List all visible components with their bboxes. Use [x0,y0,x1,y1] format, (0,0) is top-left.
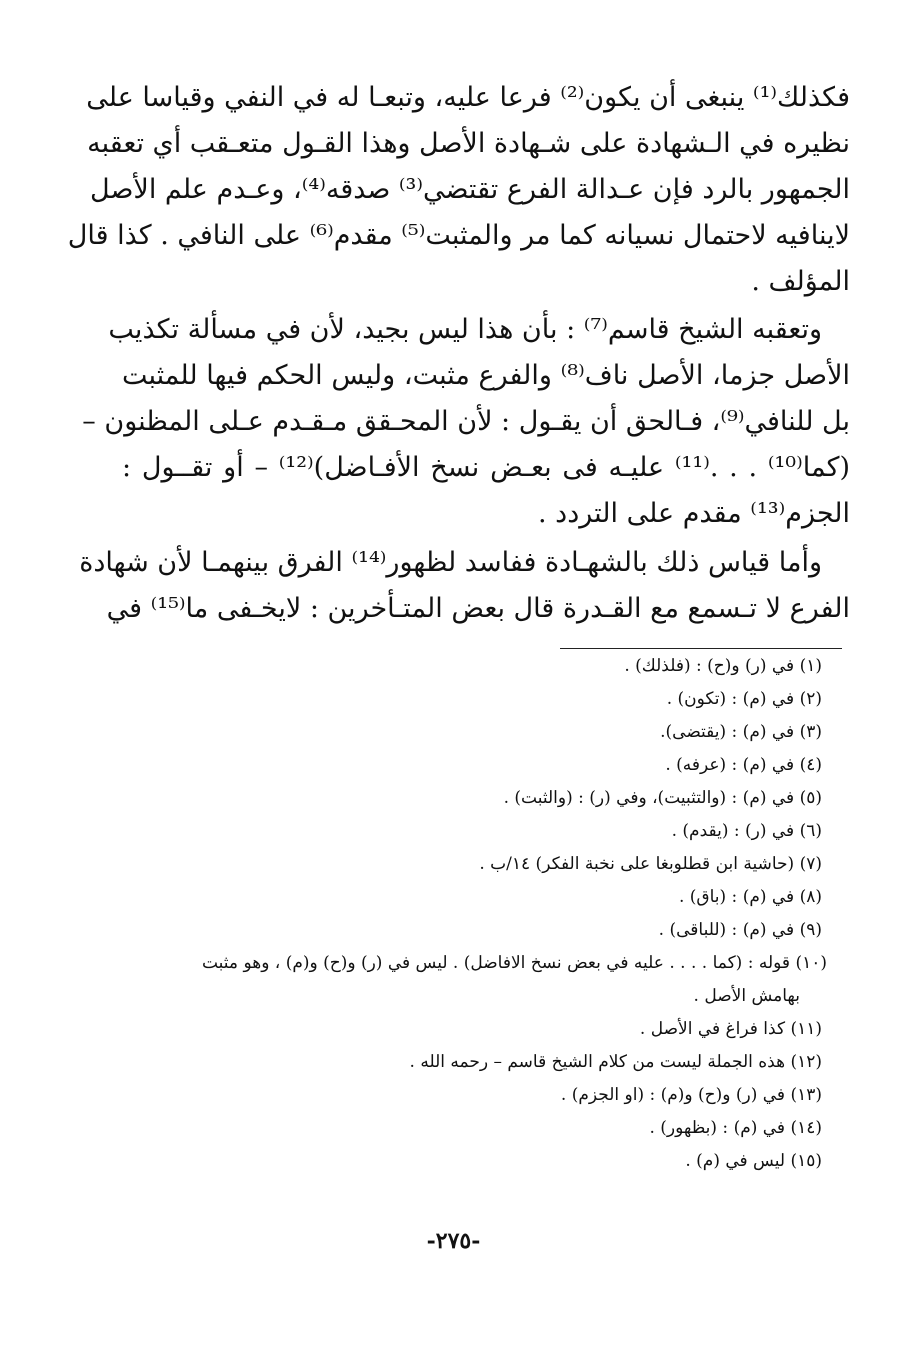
footnote: (١١) كذا فراغ في الأصل . [639,1019,822,1039]
text-line: (كما⁽¹⁰⁾ . . .⁽¹¹⁾ عليـه فى بعـض نسخ الأفـاضل)⁽¹²⁾ – أو تقــول : [122,452,850,483]
footnote: (٤) في (م) : (عرفه) . [665,755,822,775]
footnote: (٣) في (م) : (يقتضى). [660,722,822,742]
footnote: (٢) في (م) : (تكون) . [666,689,822,709]
text-line: الجمهور بالرد فإن عـدالة الفرع تقتضي⁽³⁾ صدقه⁽⁴⁾، وعـدم علم الأصل [90,174,850,205]
paragraph-3 [79,540,850,632]
footnote: (٨) في (م) : (باق) . [678,887,822,907]
text-line: الجزم⁽¹³⁾ مقدم على التردد . [538,498,850,529]
footnote: (١٣) في (ر) و(ح) و(م) : (او الجزم) . [560,1085,822,1105]
text-line: الأصل جزما، الأصل ناف⁽⁸⁾ والفرع مثبت، وليس الحكم فيها للمثبت [122,360,850,391]
footnote: (١٥) ليس في (م) . [685,1151,822,1171]
footnote: (٦) في (ر) : (يقدم) . [671,821,822,841]
text-line: فكذلك⁽¹⁾ ينبغى أن يكون⁽²⁾ فرعا عليه، وتبعـا له في النفي وقياسا على [86,82,850,113]
paragraph-1 [67,75,850,305]
footnote-continuation: بهامش الأصل . [693,986,800,1006]
footnote: (١٠) قوله : (كما . . . . عليه في بعض نسخ الافاضل) . ليس في (ر) و(ح) و(م) ، وهو مثبت [201,953,827,973]
footnote: (١) في (ر) و(ح) : (فلذلك) . [624,656,822,676]
text-line: وأما قياس ذلك بالشهـادة ففاسد لظهور⁽¹⁴⁾ الفرق بينهمـا لأن شهادة [79,547,822,578]
text-line: الفرع لا تـسمع مع القـدرة قال بعض المتـأخرين : لايخـفى ما⁽¹⁵⁾ في [106,593,850,624]
footnote: (٥) في (م) : (والتثبيت)، وفي (ر) : (والثبت) . [503,788,822,808]
footnote: (٧) (حاشية ابن قطلوبغا على نخبة الفكر) ١٤/ب . [479,854,822,874]
footnote: (١٢) هذه الجملة ليست من كلام الشيخ قاسم – رحمه الله . [409,1052,822,1072]
text-line: المؤلف . [751,266,850,297]
footnote: (١٤) في (م) : (بظهور) . [649,1118,822,1138]
footnote-separator [560,648,842,649]
page-number: -٢٧٥- [426,1228,481,1254]
paragraph-2 [82,307,850,537]
footnotes [100,650,827,1178]
text-line: بل للنافي⁽⁹⁾، فـالحق أن يقـول : لأن المحـقق مـقـدم عـلى المظنون – [82,406,850,437]
text-line: نظيره في الـشهادة على شـهادة الأصل وهذا القـول متعـقب أي تعقبه [87,128,850,159]
footnote: (٩) في (م) : (للباقى) . [658,920,822,940]
text-line: لاينافيه لاحتمال نسيانه كما مر والمثبت⁽⁵⁾ مقدم⁽⁶⁾ على النافي . كذا قال [67,220,850,251]
text-line: وتعقبه الشيخ قاسم⁽⁷⁾ : بأن هذا ليس بجيد، لأن في مسألة تكذيب [108,314,822,345]
